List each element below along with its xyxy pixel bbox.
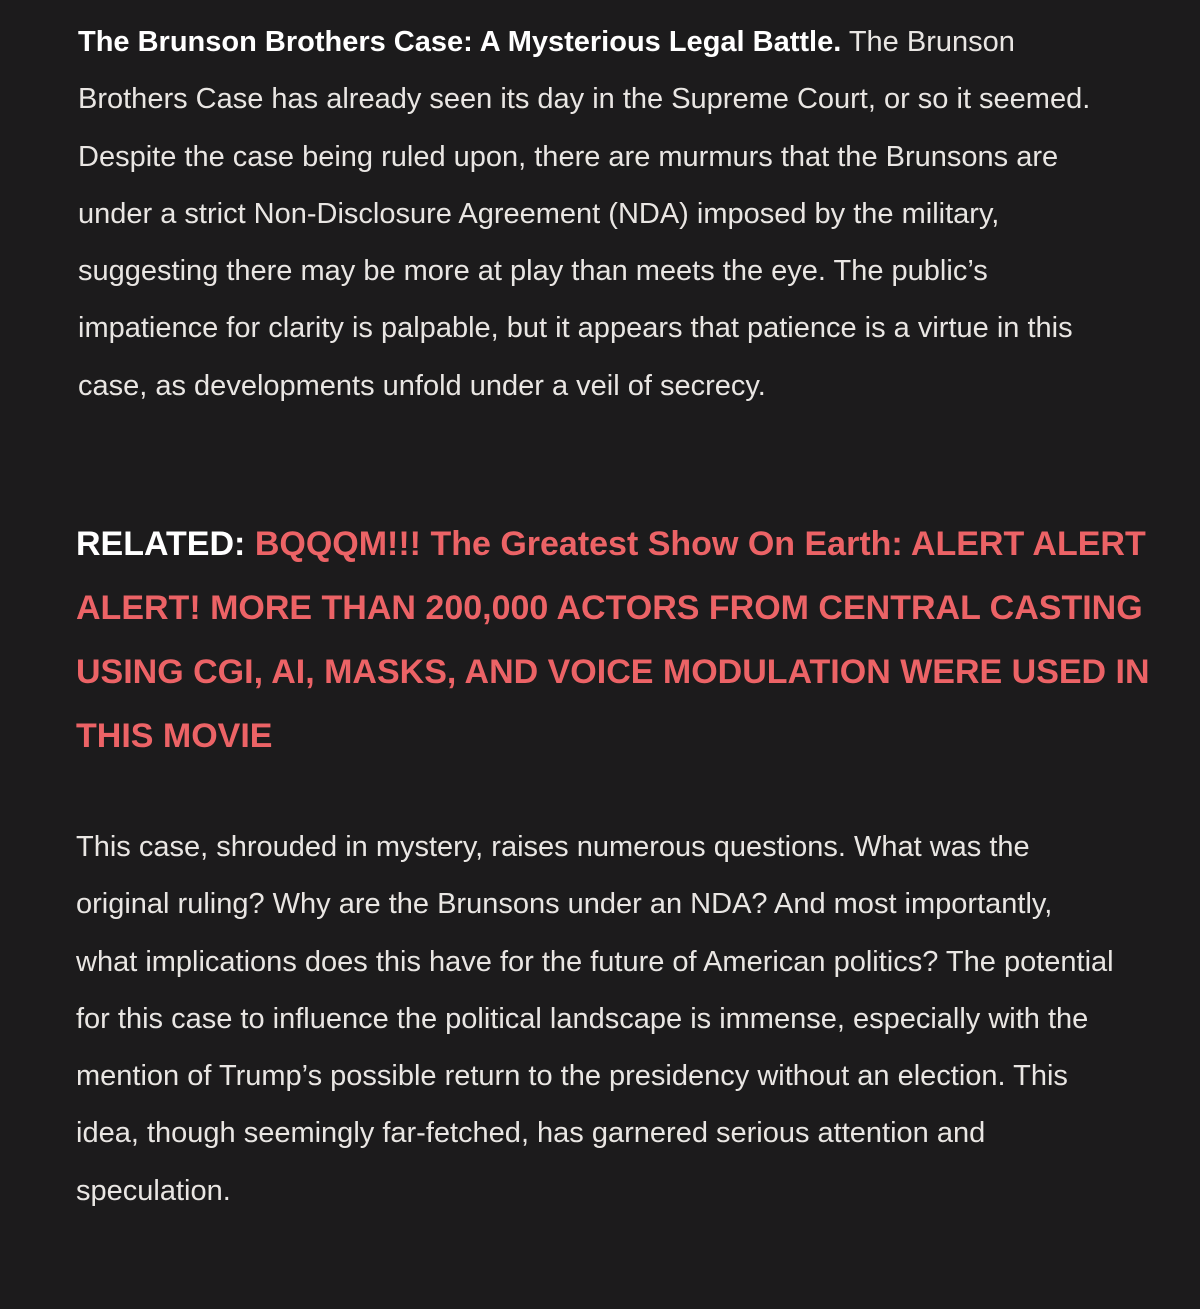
related-article-block [76,512,1156,768]
paragraph-lead-heading: The Brunson Brothers Case: A Mysterious Legal Battle. [78,26,842,58]
paragraph-text: The Brunson Brothers Case has already seen its day in the Supreme Court, or so it seemed. Despite the case being ruled upon, there are murmurs that the Brunsons are under a strict Non-Disclosure Agreement (NDA) imposed by the military, suggesting there may be more at play than meets the eye. The public’s impatience for clarity is palpable, but it appears that patience is a virtue in this case, as developments unfold under a veil of secrecy. [78,26,1091,402]
related-article-link[interactable]: BQQQM!!! The Greatest Show On Earth: ALERT ALERT ALERT! MORE THAN 200,000 ACTORS FROM CENTRAL CASTING USING CGI, AI, MASKS, AND VOICE MODULATION WERE USED IN THIS MOVIE [76,525,1150,755]
paragraph-text: This case, shrouded in mystery, raises numerous questions. What was the original ruling? Why are the Brunsons under an NDA? And most importantly, what implications does this have for the future of American politics? The potential for this case to influence the political landscape is immense, especially with the mention of Trump’s possible return to the presidency without an election. This idea, though seemingly far-fetched, has garnered serious attention and speculation. [76,831,1114,1207]
article-paragraph-brunson-case [78,14,1118,415]
related-label: RELATED: [76,525,246,563]
article-paragraph-questions [76,819,1116,1220]
